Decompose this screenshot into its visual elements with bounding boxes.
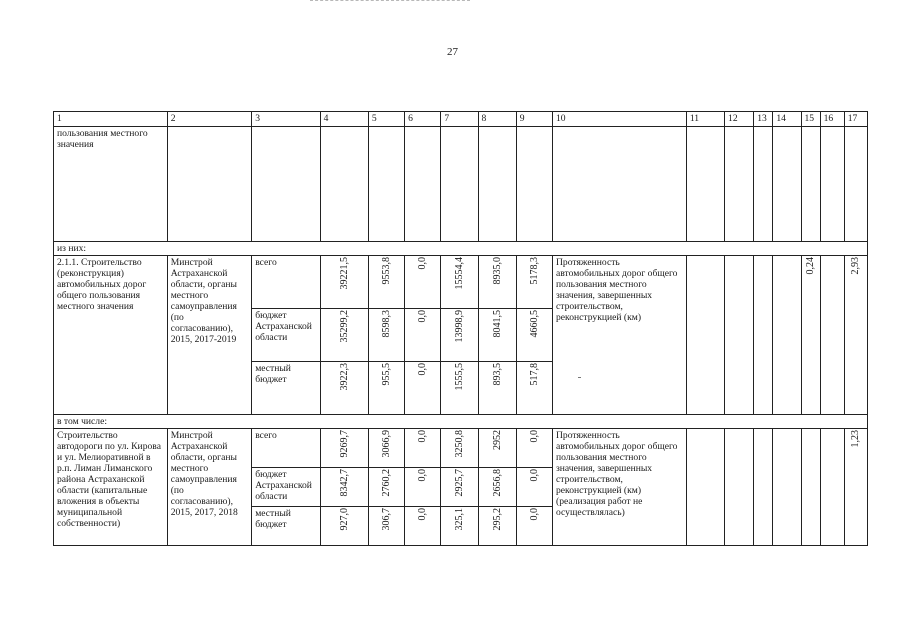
value-cell: [368, 468, 404, 507]
funding-source: всего: [252, 429, 320, 468]
empty-cell: [553, 127, 687, 242]
empty-cell: [725, 127, 754, 242]
col-number: 11: [686, 112, 724, 127]
indicator-description: Протяженность автомобильных дорог общего пользования местного значения, завершенных строительством, реконструкцией (км) (реализация работ не осуществлялась): [553, 429, 687, 546]
value-cell: [405, 362, 441, 415]
responsible-executor: Минстрой Астраханской области, органы местного самоуправления (по согласованию), 2015, 2017, 2018: [167, 429, 252, 546]
section-label: в том числе:: [54, 415, 868, 429]
funding-source: местный бюджет: [252, 507, 320, 546]
indicator-value: 1,23: [850, 430, 862, 448]
value-text: 295,2: [491, 508, 503, 531]
value-cell: [320, 429, 368, 468]
col-number: 13: [754, 112, 773, 127]
value-cell: [516, 256, 552, 309]
col-number: 2: [167, 112, 252, 127]
value-text: 955,5: [381, 363, 392, 386]
value-text: 0,0: [417, 310, 429, 323]
value-cell: [405, 256, 441, 309]
value-text: 893,5: [491, 363, 503, 386]
value-text: 0,0: [417, 508, 429, 521]
col-number: 8: [478, 112, 516, 127]
empty-cell: [773, 429, 801, 546]
indicator-value: 2,93: [850, 257, 862, 275]
value-cell: [516, 507, 552, 546]
empty-cell: [686, 429, 724, 546]
value-text: 2760,2: [381, 469, 392, 497]
col-number: 5: [368, 112, 404, 127]
empty-cell: [754, 429, 773, 546]
value-text: 0,0: [528, 469, 540, 482]
section-row: [54, 415, 868, 429]
value-text: 0,0: [417, 469, 429, 482]
value-text: 0,0: [417, 257, 429, 270]
value-cell: [478, 256, 516, 309]
value-cell: [405, 429, 441, 468]
column-number-row: [54, 112, 868, 127]
col-number: 10: [553, 112, 687, 127]
value-cell: [320, 309, 368, 362]
col-number: 1: [54, 112, 168, 127]
indicator-value-cell: [844, 429, 867, 546]
col-number: 9: [516, 112, 552, 127]
value-cell: [478, 362, 516, 415]
value-text: 15554,4: [453, 257, 465, 290]
empty-cell: [820, 256, 844, 415]
value-cell: [320, 468, 368, 507]
empty-cell: [801, 127, 820, 242]
empty-cell: [725, 429, 754, 546]
empty-cell: [478, 127, 516, 242]
empty-cell: [686, 256, 724, 415]
table-row: [54, 429, 868, 468]
value-text: 325,1: [453, 508, 465, 531]
empty-cell: [725, 256, 754, 415]
funding-source: бюджет Астраханской области: [252, 309, 320, 362]
empty-cell: [801, 429, 820, 546]
empty-cell: [754, 256, 773, 415]
empty-cell: [320, 127, 368, 242]
empty-cell: [773, 127, 801, 242]
empty-cell: [773, 256, 801, 415]
value-text: 5178,3: [528, 257, 540, 285]
empty-cell: [368, 127, 404, 242]
value-cell: [368, 256, 404, 309]
indicator-value-cell: [801, 256, 820, 415]
value-cell: [516, 362, 552, 415]
col-number: 6: [405, 112, 441, 127]
value-cell: [320, 256, 368, 309]
value-cell: [320, 507, 368, 546]
value-text: 39221,5: [338, 257, 350, 290]
col-number: 7: [441, 112, 478, 127]
value-text: 2952: [491, 430, 503, 450]
value-cell: [478, 468, 516, 507]
value-text: 4660,5: [528, 310, 540, 338]
value-text: 3066,9: [381, 430, 392, 458]
empty-cell: [167, 127, 252, 242]
value-cell: [320, 362, 368, 415]
value-text: 9553,8: [381, 257, 392, 285]
empty-cell: [820, 429, 844, 546]
value-text: 3922,3: [338, 363, 350, 391]
value-cell: [441, 362, 478, 415]
col-number: 12: [725, 112, 754, 127]
value-text: 517,8: [528, 363, 540, 386]
value-cell: [368, 429, 404, 468]
value-cell: [405, 468, 441, 507]
value-text: 1555,5: [453, 363, 465, 391]
value-text: 8342,7: [338, 469, 350, 497]
empty-cell: [441, 127, 478, 242]
empty-cell: [252, 127, 320, 242]
value-text: 9269,7: [338, 430, 350, 458]
value-cell: [516, 429, 552, 468]
value-text: 8598,3: [381, 310, 392, 338]
value-text: 0,0: [528, 508, 540, 521]
indicator-value-cell: [844, 256, 867, 415]
value-text: 0,0: [528, 430, 540, 443]
empty-cell: [405, 127, 441, 242]
indicator-value: 0,24: [805, 257, 817, 275]
empty-cell: [820, 127, 844, 242]
col-number: 14: [773, 112, 801, 127]
value-cell: [441, 507, 478, 546]
funding-source: местный бюджет: [252, 362, 320, 415]
value-text: 927,0: [338, 508, 350, 531]
responsible-executor: Минстрой Астраханской области, органы местного самоуправления (по согласованию), 2015, 2017-2019: [167, 256, 252, 415]
value-cell: [516, 468, 552, 507]
budget-table: [53, 111, 868, 546]
empty-cell: [754, 127, 773, 242]
measure-title: Строительство автодороги по ул. Кирова и ул. Мелиоративной в р.п. Лиман Лиманского района Астраханской области (капитальные вложения в объекты муниципальной собственности): [54, 429, 168, 546]
empty-cell: [686, 127, 724, 242]
value-text: 8935,0: [491, 257, 503, 285]
empty-cell: [844, 127, 867, 242]
value-cell: [368, 507, 404, 546]
value-text: 0,0: [417, 363, 429, 376]
value-cell: [441, 468, 478, 507]
value-text: 306,7: [381, 508, 392, 531]
value-text: 13998,9: [453, 310, 465, 343]
funding-source: всего: [252, 256, 320, 309]
col-number: 15: [801, 112, 820, 127]
continuation-text: пользования местного значения: [54, 127, 168, 242]
scan-artifact-line: [310, 0, 470, 1]
value-text: 3250,8: [453, 430, 465, 458]
value-text: 0,0: [417, 430, 429, 443]
value-cell: [368, 362, 404, 415]
empty-cell: [516, 127, 552, 242]
table-row: [54, 256, 868, 309]
value-cell: [441, 309, 478, 362]
value-cell: [478, 429, 516, 468]
section-label: из них:: [54, 242, 868, 256]
col-number: 16: [820, 112, 844, 127]
col-number: 3: [252, 112, 320, 127]
continuation-row: [54, 127, 868, 242]
measure-title: 2.1.1. Строительство (реконструкция) автомобильных дорог общего пользования местного значения: [54, 256, 168, 415]
value-cell: [441, 256, 478, 309]
scan-speck: [578, 377, 581, 378]
value-cell: [368, 309, 404, 362]
section-row: [54, 242, 868, 256]
value-cell: [478, 309, 516, 362]
value-text: 35299,2: [338, 310, 350, 343]
value-text: 2656,8: [491, 469, 503, 497]
page-number: 27: [447, 46, 458, 58]
col-number: 4: [320, 112, 368, 127]
value-cell: [405, 309, 441, 362]
value-cell: [478, 507, 516, 546]
value-cell: [441, 429, 478, 468]
value-text: 8041,5: [491, 310, 503, 338]
value-text: 2925,7: [453, 469, 465, 497]
col-number: 17: [844, 112, 867, 127]
value-cell: [516, 309, 552, 362]
indicator-description: Протяженность автомобильных дорог общего пользования местного значения, завершенных строительством, реконструкцией (км): [553, 256, 687, 415]
funding-source: бюджет Астраханской области: [252, 468, 320, 507]
value-cell: [405, 507, 441, 546]
